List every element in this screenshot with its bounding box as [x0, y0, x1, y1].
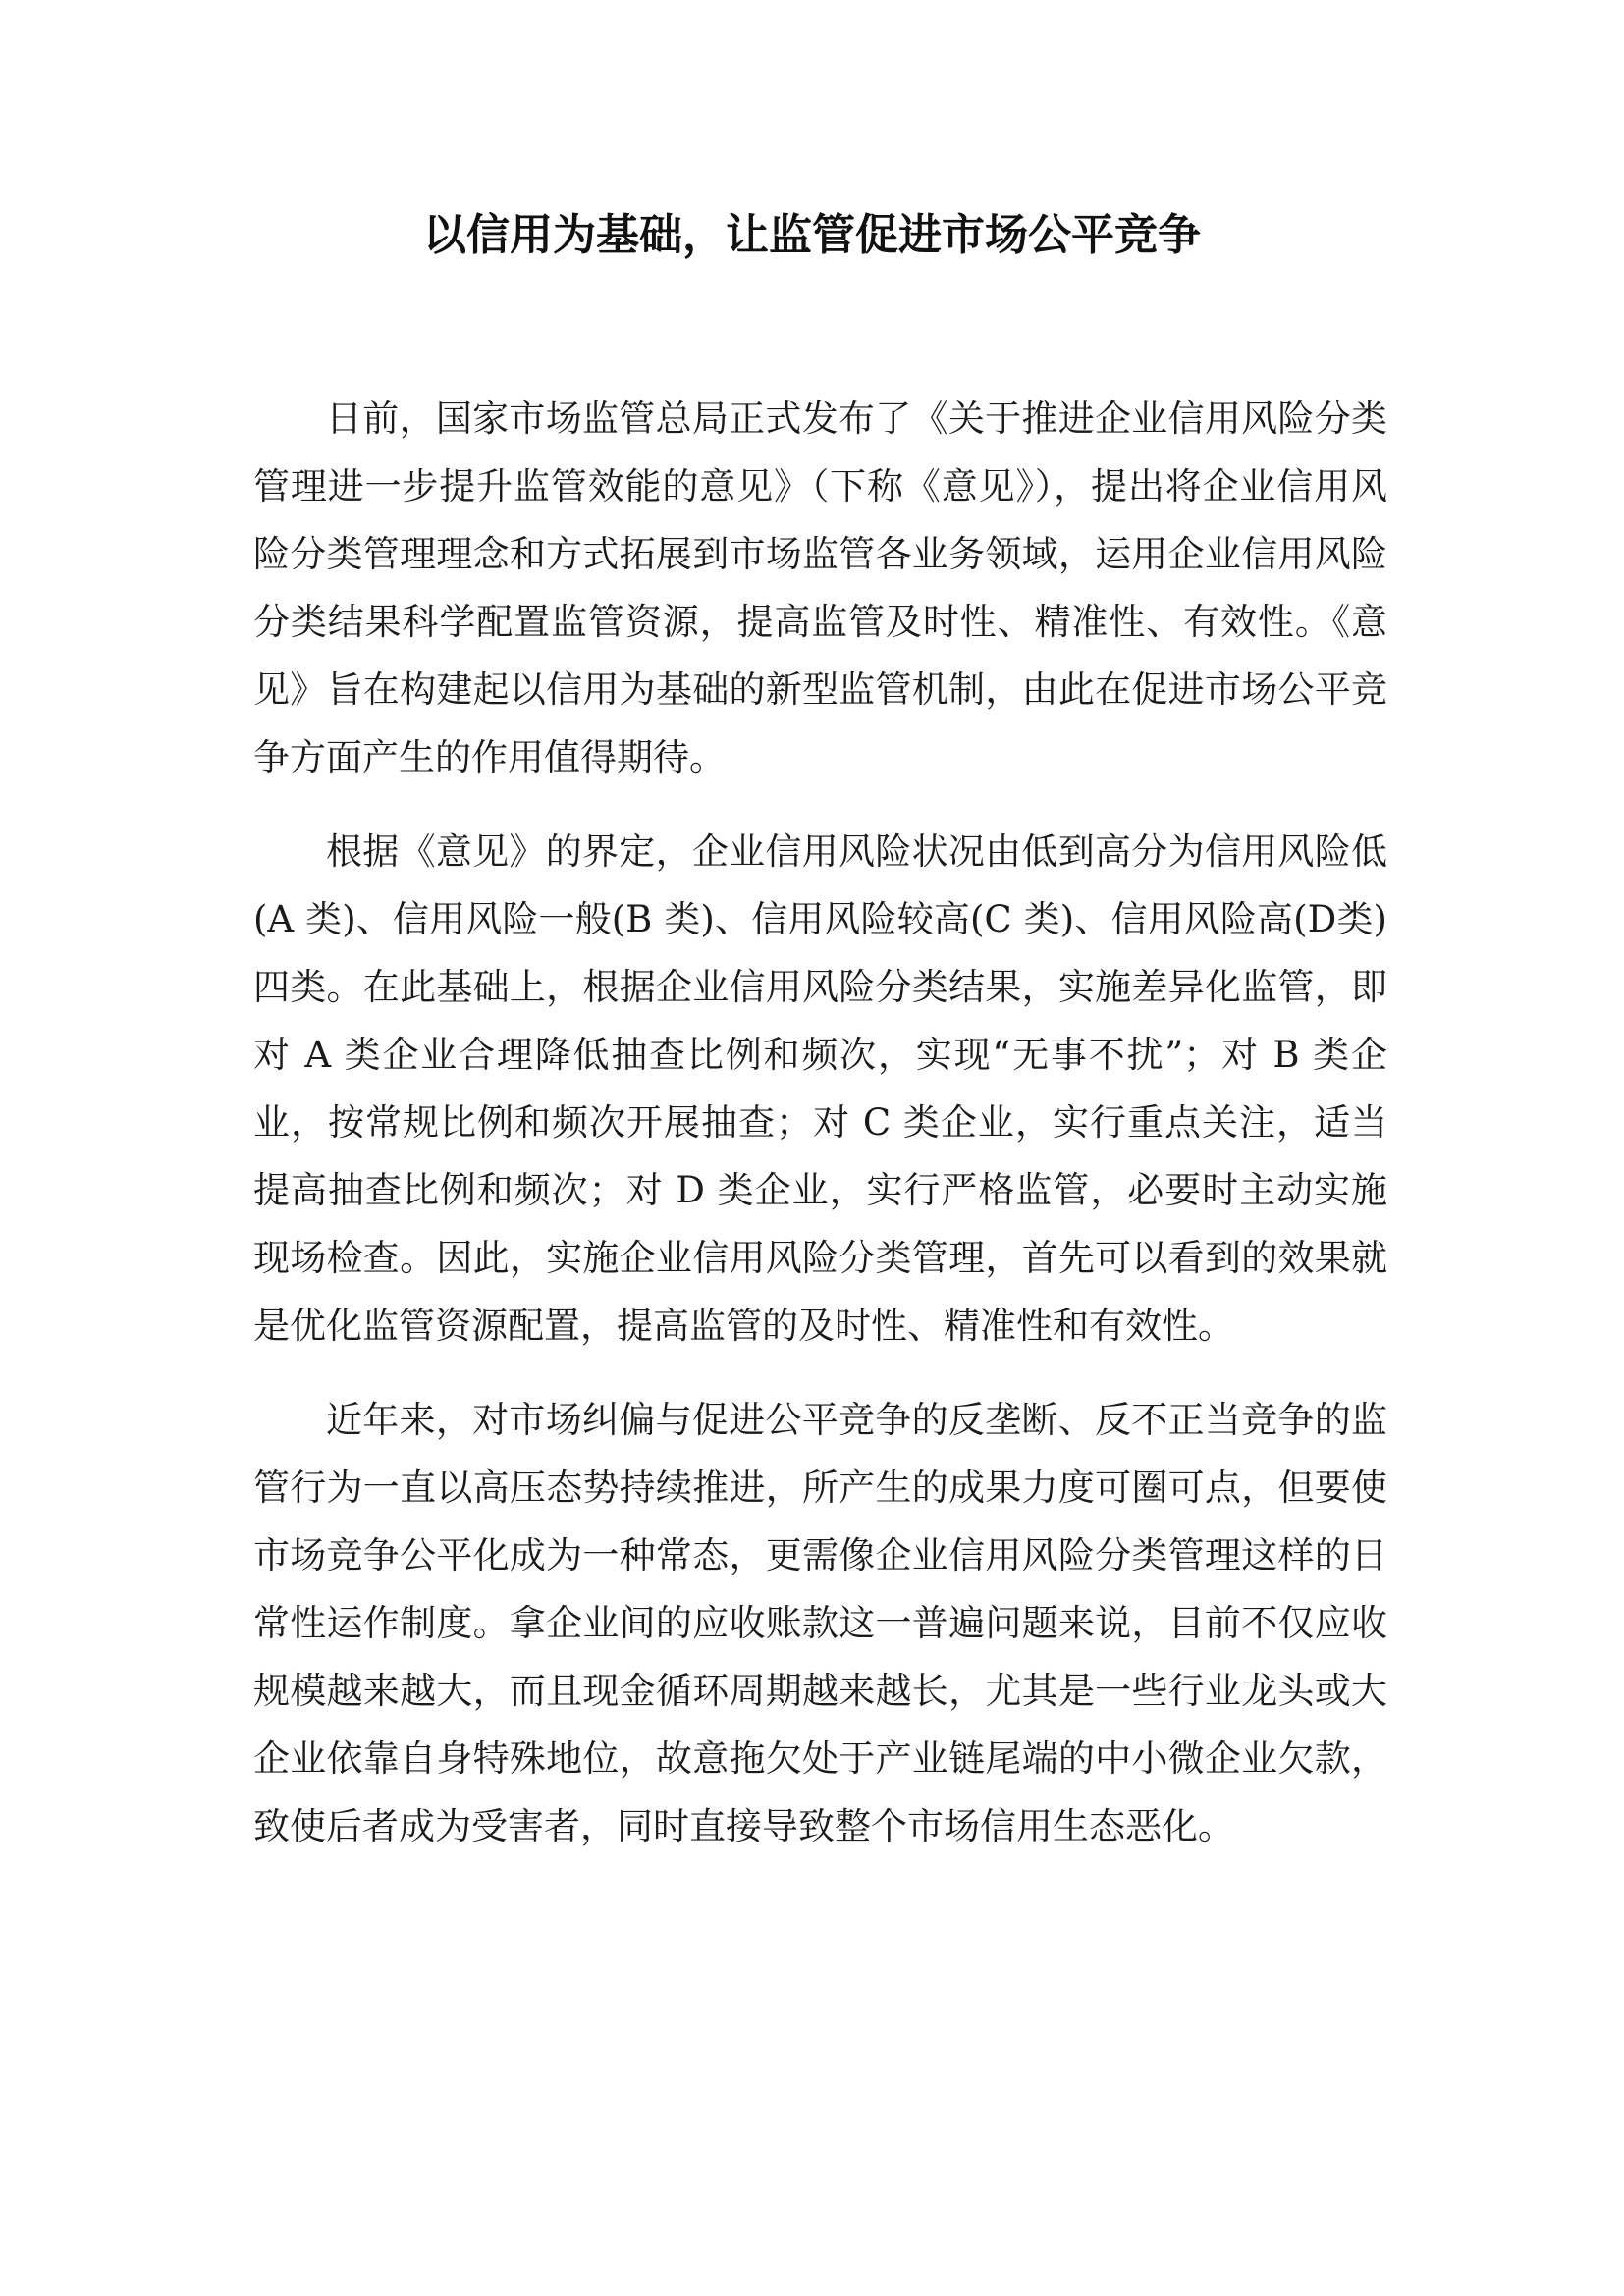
- document-title: 以信用为基础，让监管促进市场公平竞争: [423, 210, 1201, 260]
- paragraph-2: 根据《意见》的界定，企业信用风险状况由低到高分为信用风险低(A 类)、信用风险一般(B 类)、信用风险较高(C 类)、信用风险高(D类)四类。在此基础上，根据企业信用风险分类结果，实施差异化监管，即对 A 类企业合理降低抽查比例和频次，实现“无事不扰”；对 B 类企业，按常规比例和频次开展抽查；对 C 类企业，实行重点关注，适当提高抽查比例和频次；对 D 类企业，实行严格监管，必要时主动实施现场检查。因此，实施企业信用风险分类管理，首先可以看到的效果就是优化监管资源配置，提高监管的及时性、精准性和有效性。: [253, 830, 1387, 1347]
- document-body: [253, 385, 1387, 1887]
- paragraph-3: 近年来，对市场纠偏与促进公平竞争的反垄断、反不正当竞争的监管行为一直以高压态势持续推进，所产生的成果力度可圈可点，但要使市场竞争公平化成为一种常态，更需像企业信用风险分类管理这样的日常性运作制度。拿企业间的应收账款这一普遍问题来说，目前不仅应收规模越来越大，而且现金循环周期越来越长，尤其是一些行业龙头或大企业依靠自身特殊地位，故意拖欠处于产业链尾端的中小微企业欠款，致使后者成为受害者，同时直接导致整个市场信用生态恶化。: [253, 1399, 1387, 1847]
- paragraph-1: 日前，国家市场监管总局正式发布了《关于推进企业信用风险分类管理进一步提升监管效能的意见》（下称《意见》），提出将企业信用风险分类管理理念和方式拓展到市场监管各业务领域，运用企业信用风险分类结果科学配置监管资源，提高监管及时性、精准性、有效性。《意见》旨在构建起以信用为基础的新型监管机制，由此在促进市场公平竞争方面产生的作用值得期待。: [253, 398, 1387, 778]
